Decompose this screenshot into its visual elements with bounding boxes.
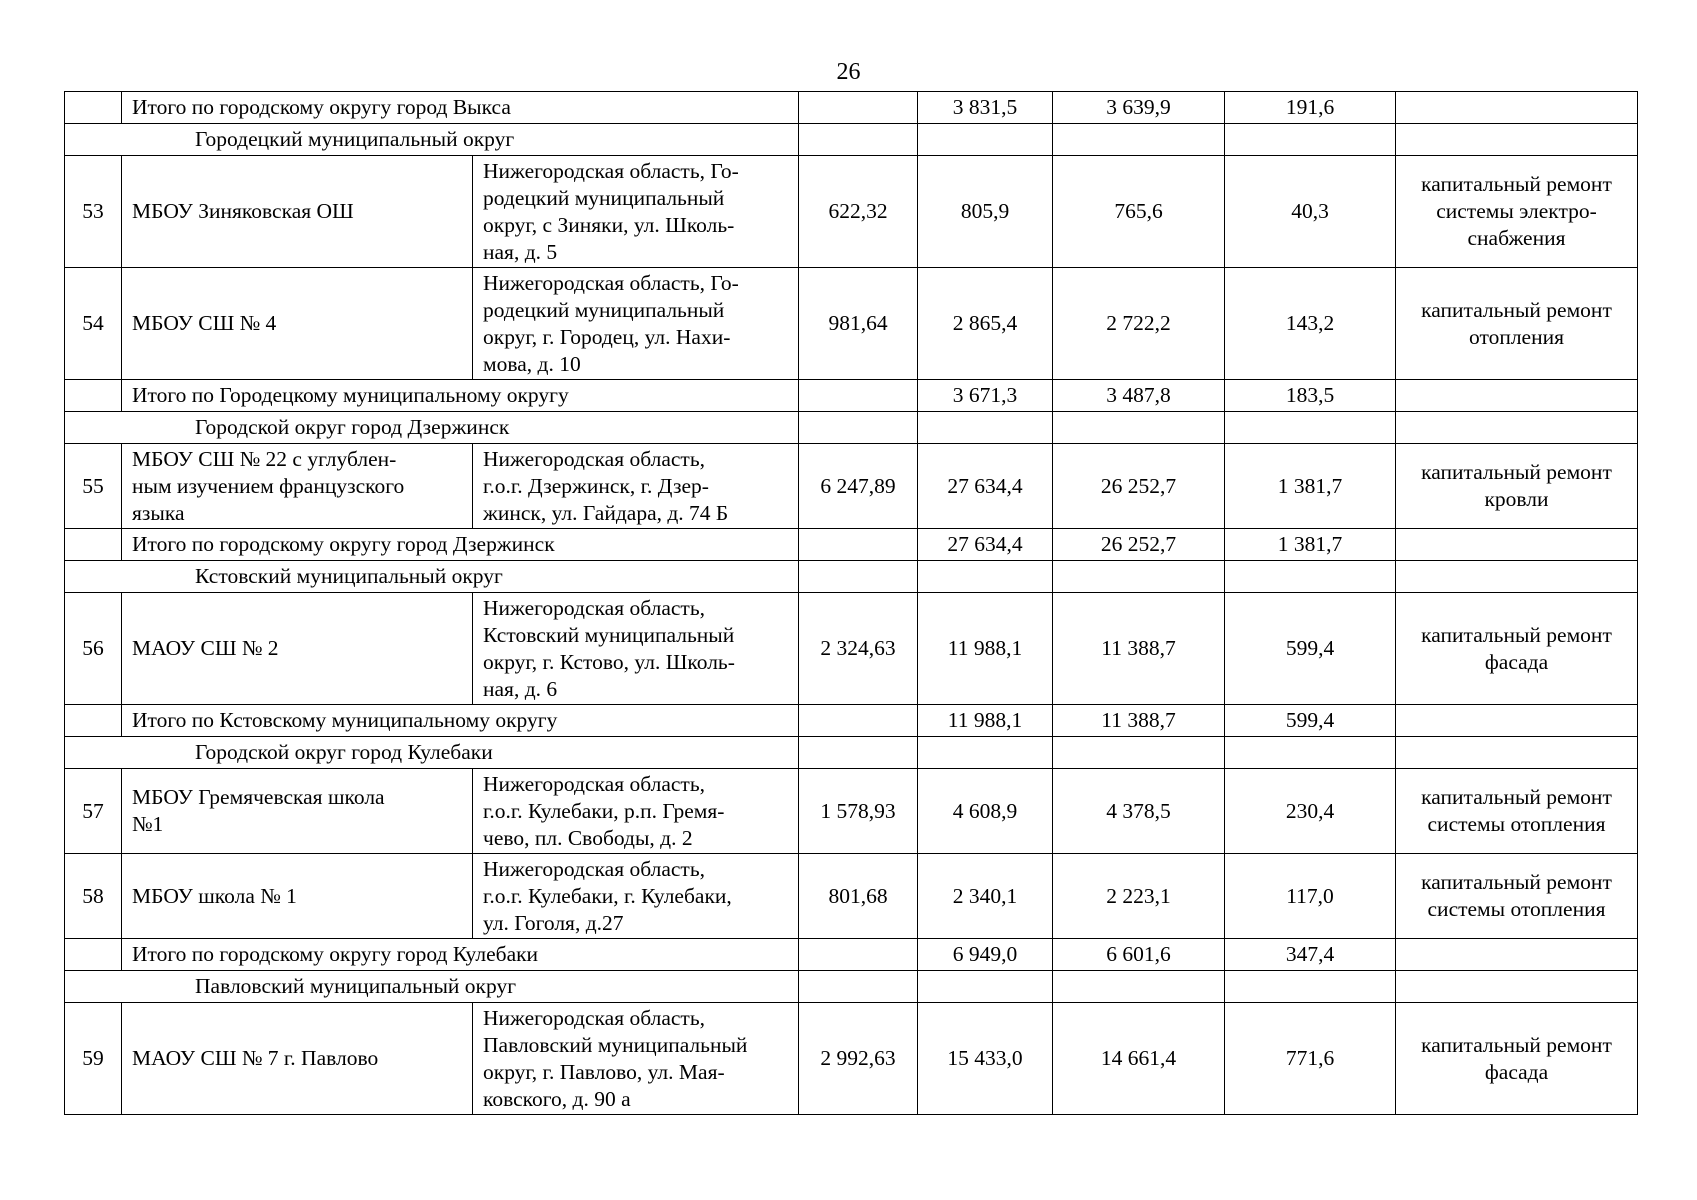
total-value-2: 6 601,6 <box>1053 939 1225 971</box>
school-name: МБОУ Гремячевская школа №1 <box>122 769 473 854</box>
work-type: капитальный ремонт системы электро- снабжения <box>1396 156 1638 268</box>
value-3: 1 381,7 <box>1225 444 1396 529</box>
total-label: Итого по городскому округу город Дзержинск <box>122 529 799 561</box>
school-address: Нижегородская область, Го- родецкий муниципальный округ, г. Городец, ул. Нахи- мова, д. 10 <box>473 268 799 380</box>
value-1: 805,9 <box>918 156 1053 268</box>
school-address: Нижегородская область, Кстовский муниципальный округ, г. Кстово, ул. Школь- ная, д. 6 <box>473 593 799 705</box>
section-row-dzerzhinsk <box>65 412 1638 444</box>
table-row-58 <box>65 854 1638 939</box>
table-row-59 <box>65 1003 1638 1115</box>
area-value: 2 324,63 <box>799 593 918 705</box>
total-label: Итого по Кстовскому муниципальному округу <box>122 705 799 737</box>
school-address: Нижегородская область, г.о.г. Кулебаки, р.п. Гремя- чево, пл. Свободы, д. 2 <box>473 769 799 854</box>
value-3: 771,6 <box>1225 1003 1396 1115</box>
value-2: 2 223,1 <box>1053 854 1225 939</box>
total-value-2: 3 487,8 <box>1053 380 1225 412</box>
row-number: 55 <box>65 444 122 529</box>
total-value-3: 347,4 <box>1225 939 1396 971</box>
area-value: 1 578,93 <box>799 769 918 854</box>
total-value-3: 1 381,7 <box>1225 529 1396 561</box>
area-value: 981,64 <box>799 268 918 380</box>
work-type: капитальный ремонт фасада <box>1396 593 1638 705</box>
value-2: 11 388,7 <box>1053 593 1225 705</box>
work-type: капитальный ремонт системы отопления <box>1396 769 1638 854</box>
value-3: 599,4 <box>1225 593 1396 705</box>
school-name: МБОУ СШ № 22 с углублен- ным изучением французского языка <box>122 444 473 529</box>
total-row-vyksa <box>65 92 1638 124</box>
value-1: 2 865,4 <box>918 268 1053 380</box>
total-row-kstovo <box>65 705 1638 737</box>
total-value-1: 3 831,5 <box>918 92 1053 124</box>
table-row-57 <box>65 769 1638 854</box>
section-title: Кстовский муниципальный округ <box>65 561 799 593</box>
total-value-2: 11 388,7 <box>1053 705 1225 737</box>
school-name: МБОУ Зиняковская ОШ <box>122 156 473 268</box>
section-row-pavlovo <box>65 971 1638 1003</box>
school-address: Нижегородская область, Павловский муниципальный округ, г. Павлово, ул. Мая- ковского, д. 90 а <box>473 1003 799 1115</box>
table-row-55 <box>65 444 1638 529</box>
table-row-56 <box>65 593 1638 705</box>
row-number: 59 <box>65 1003 122 1115</box>
school-address: Нижегородская область, Го- родецкий муниципальный округ, с Зиняки, ул. Школь- ная, д. 5 <box>473 156 799 268</box>
total-value-3: 599,4 <box>1225 705 1396 737</box>
total-value-1: 27 634,4 <box>918 529 1053 561</box>
table-row-53 <box>65 156 1638 268</box>
row-number: 58 <box>65 854 122 939</box>
row-number: 57 <box>65 769 122 854</box>
total-label: Итого по городскому округу город Кулебаки <box>122 939 799 971</box>
total-value-3: 183,5 <box>1225 380 1396 412</box>
school-name: МБОУ школа № 1 <box>122 854 473 939</box>
total-row-dzerzhinsk <box>65 529 1638 561</box>
school-address: Нижегородская область, г.о.г. Кулебаки, г. Кулебаки, ул. Гоголя, д.27 <box>473 854 799 939</box>
section-title: Городской округ город Кулебаки <box>65 737 799 769</box>
total-row-gorodets <box>65 380 1638 412</box>
row-number: 53 <box>65 156 122 268</box>
value-1: 11 988,1 <box>918 593 1053 705</box>
school-address: Нижегородская область, г.о.г. Дзержинск, г. Дзер- жинск, ул. Гайдара, д. 74 Б <box>473 444 799 529</box>
school-name: МАОУ СШ № 2 <box>122 593 473 705</box>
value-3: 40,3 <box>1225 156 1396 268</box>
value-2: 4 378,5 <box>1053 769 1225 854</box>
row-number: 54 <box>65 268 122 380</box>
section-row-gorodets <box>65 124 1638 156</box>
row-number: 56 <box>65 593 122 705</box>
total-value-2: 26 252,7 <box>1053 529 1225 561</box>
total-value-3: 191,6 <box>1225 92 1396 124</box>
section-row-kstovo <box>65 561 1638 593</box>
value-2: 765,6 <box>1053 156 1225 268</box>
area-value: 622,32 <box>799 156 918 268</box>
table-row-54 <box>65 268 1638 380</box>
value-3: 143,2 <box>1225 268 1396 380</box>
work-type: капитальный ремонт системы отопления <box>1396 854 1638 939</box>
work-type: капитальный ремонт фасада <box>1396 1003 1638 1115</box>
total-label: Итого по городскому округу город Выкса <box>122 92 799 124</box>
total-label: Итого по Городецкому муниципальному округу <box>122 380 799 412</box>
area-value: 2 992,63 <box>799 1003 918 1115</box>
section-title: Городецкий муниципальный округ <box>65 124 799 156</box>
value-2: 26 252,7 <box>1053 444 1225 529</box>
school-name: МБОУ СШ № 4 <box>122 268 473 380</box>
value-1: 4 608,9 <box>918 769 1053 854</box>
value-2: 2 722,2 <box>1053 268 1225 380</box>
area-value: 6 247,89 <box>799 444 918 529</box>
total-row-kulebaki <box>65 939 1638 971</box>
total-value-2: 3 639,9 <box>1053 92 1225 124</box>
page-number: 26 <box>836 59 861 85</box>
value-1: 2 340,1 <box>918 854 1053 939</box>
area-value: 801,68 <box>799 854 918 939</box>
total-value-1: 11 988,1 <box>918 705 1053 737</box>
section-row-kulebaki <box>65 737 1638 769</box>
schools-repair-table <box>64 91 1638 1115</box>
school-name: МАОУ СШ № 7 г. Павлово <box>122 1003 473 1115</box>
value-2: 14 661,4 <box>1053 1003 1225 1115</box>
work-type: капитальный ремонт кровли <box>1396 444 1638 529</box>
value-1: 27 634,4 <box>918 444 1053 529</box>
value-3: 230,4 <box>1225 769 1396 854</box>
value-3: 117,0 <box>1225 854 1396 939</box>
total-value-1: 6 949,0 <box>918 939 1053 971</box>
work-type: капитальный ремонт отопления <box>1396 268 1638 380</box>
section-title: Городской округ город Дзержинск <box>65 412 799 444</box>
value-1: 15 433,0 <box>918 1003 1053 1115</box>
section-title: Павловский муниципальный округ <box>65 971 799 1003</box>
total-value-1: 3 671,3 <box>918 380 1053 412</box>
